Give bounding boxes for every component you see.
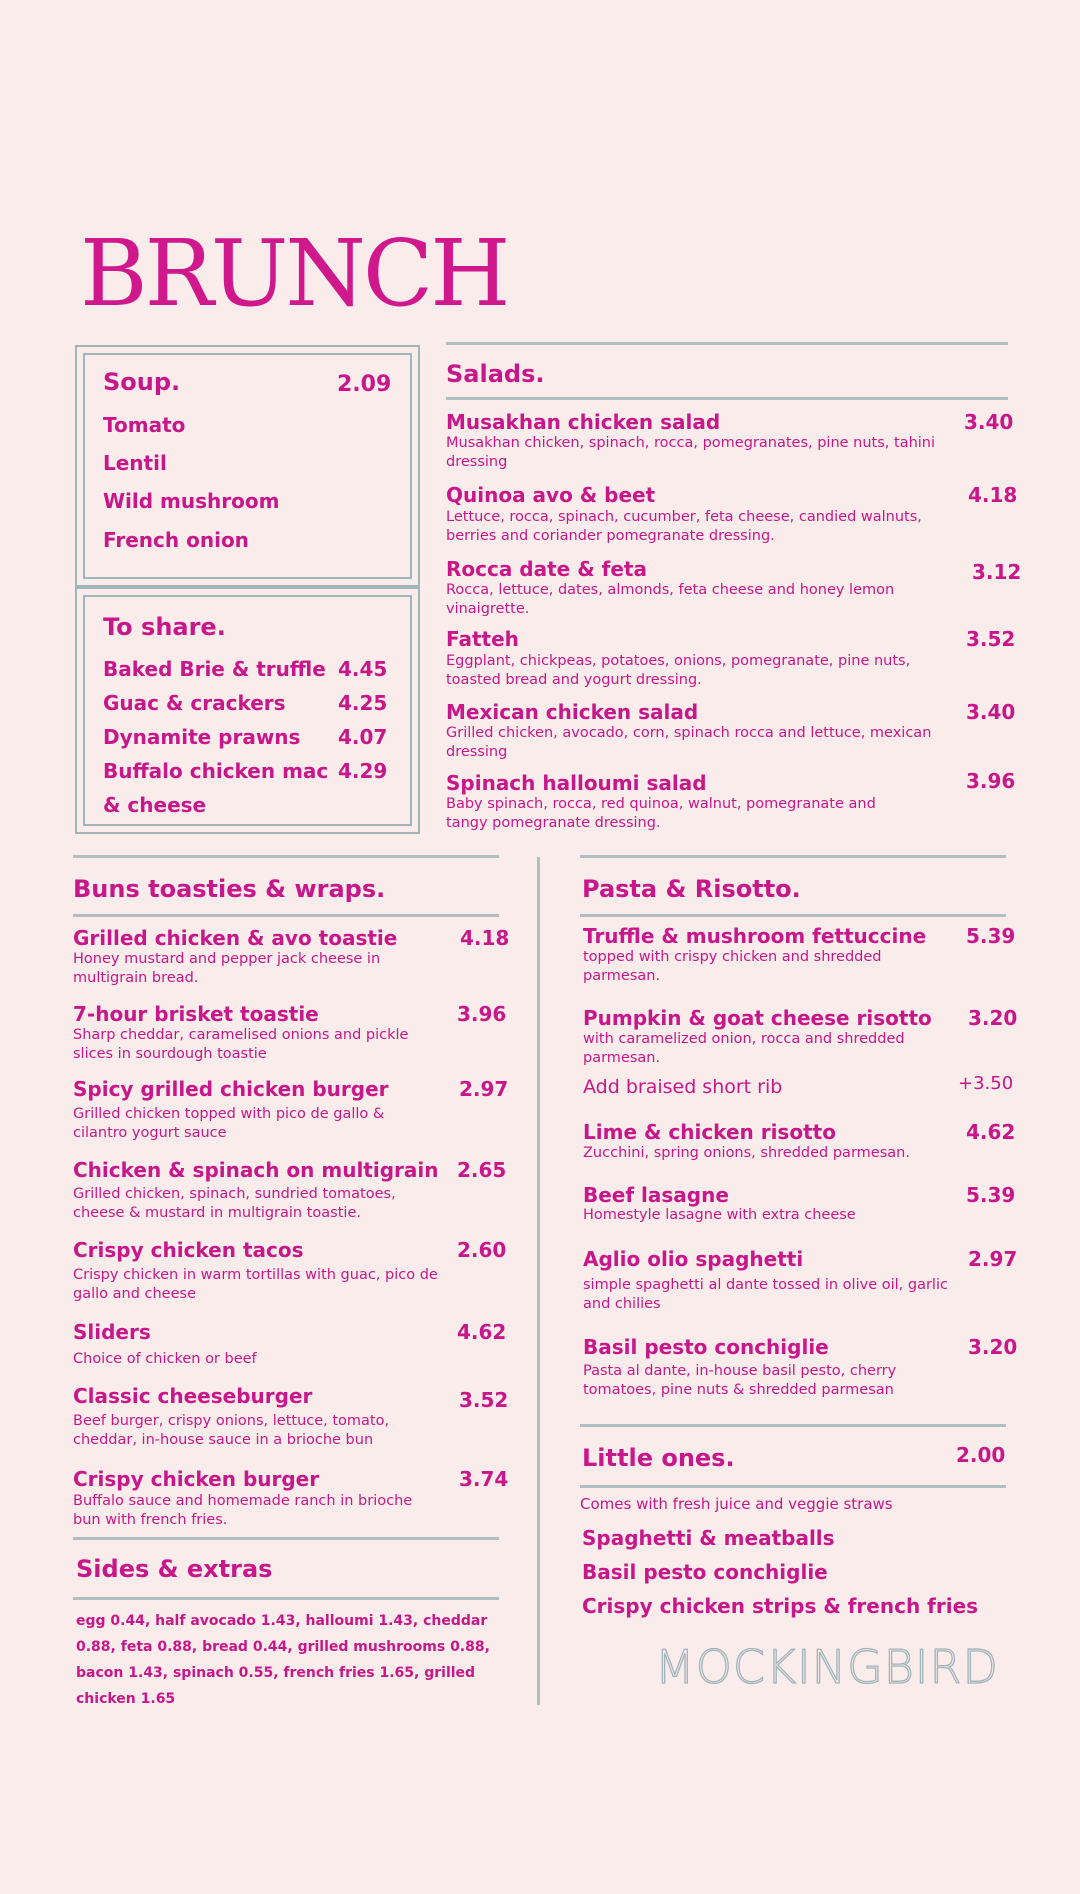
bun-price: 3.96 (457, 1002, 507, 1026)
salad-name: Fatteh (446, 627, 519, 651)
salad-desc: Grilled chicken, avocado, corn, spinach rocca and lettuce, mexican dressing (446, 725, 932, 760)
salad-price: 3.40 (964, 410, 1014, 434)
bun-desc: Honey mustard and pepper jack cheese in multigrain bread. (73, 951, 381, 986)
bun-name: Crispy chicken tacos (73, 1238, 304, 1262)
sides-heading: Sides & extras (76, 1555, 273, 1583)
salad-name: Quinoa avo & beet (446, 483, 656, 507)
little-top-rule (580, 1424, 1006, 1427)
buns-heading: Buns toasties & wraps. (73, 875, 386, 903)
little-item: Basil pesto conchiglie (582, 1560, 828, 1584)
bun-name: Sliders (73, 1320, 151, 1344)
sides-rule (73, 1597, 499, 1600)
little-price: 2.00 (956, 1443, 1006, 1467)
share-item-price: 4.45 (338, 657, 388, 681)
share-item-price: 4.07 (338, 725, 388, 749)
share-item-price: 4.29 (338, 759, 388, 783)
salad-price: 3.96 (966, 769, 1016, 793)
salad-name: Mexican chicken salad (446, 700, 699, 724)
bun-price: 2.60 (457, 1238, 507, 1262)
soup-price: 2.09 (337, 372, 392, 397)
salads-top-rule (446, 342, 1008, 345)
share-item-name: Baked Brie & truffle (103, 657, 326, 681)
pasta-desc: Homestyle lasagne with extra cheese (583, 1207, 856, 1223)
soup-heading: Soup. (103, 368, 181, 396)
pasta-price: 3.20 (968, 1006, 1018, 1030)
pasta-name: Beef lasagne (583, 1183, 729, 1207)
pasta-top-rule (580, 855, 1006, 858)
buns-rule (73, 914, 499, 917)
pasta-name: Truffle & mushroom fettuccine (583, 924, 927, 948)
bun-name: Classic cheeseburger (73, 1384, 313, 1408)
bun-desc: Grilled chicken, spinach, sundried tomatoes, cheese & mustard in multigrain toastie. (73, 1186, 396, 1221)
bun-price: 2.97 (459, 1077, 509, 1101)
buns-top-rule (73, 855, 499, 858)
salad-price: 3.12 (972, 560, 1022, 584)
pasta-name: Aglio olio spaghetti (583, 1247, 804, 1271)
bun-price: 2.65 (457, 1158, 507, 1182)
bun-price: 4.62 (457, 1320, 507, 1344)
bun-price: 3.74 (459, 1467, 509, 1491)
pasta-desc: Zucchini, spring onions, shredded parmesan. (583, 1145, 910, 1161)
bun-name: Spicy grilled chicken burger (73, 1077, 389, 1101)
share-item-continuation: & cheese (103, 793, 207, 817)
bun-name: 7-hour brisket toastie (73, 1002, 319, 1026)
pasta-desc: topped with crispy chicken and shredded parmesan. (583, 949, 882, 984)
pasta-heading: Pasta & Risotto. (582, 875, 801, 903)
little-item: Crispy chicken strips & french fries (582, 1594, 979, 1618)
pasta-rule (580, 914, 1006, 917)
share-item-name: Dynamite prawns (103, 725, 301, 749)
bun-desc: Sharp cheddar, caramelised onions and pickle slices in sourdough toastie (73, 1027, 409, 1062)
pasta-name: Basil pesto conchiglie (583, 1335, 829, 1359)
pasta-price: 3.20 (968, 1335, 1018, 1359)
menu-title: BRUNCH (80, 220, 508, 327)
share-item-name: Guac & crackers (103, 691, 286, 715)
soup-item: Tomato (103, 413, 186, 437)
bun-desc: Choice of chicken or beef (73, 1351, 257, 1367)
pasta-addon-price: +3.50 (958, 1073, 1014, 1094)
bun-name: Grilled chicken & avo toastie (73, 926, 398, 950)
salad-desc: Rocca, lettuce, dates, almonds, feta cheese and honey lemon vinaigrette. (446, 582, 895, 617)
little-rule (580, 1485, 1006, 1488)
salads-heading: Salads. (446, 360, 545, 388)
bun-desc: Grilled chicken topped with pico de gallo & cilantro yogurt sauce (73, 1106, 385, 1141)
little-heading: Little ones. (582, 1444, 735, 1472)
salad-name: Musakhan chicken salad (446, 410, 721, 434)
pasta-name: Lime & chicken risotto (583, 1120, 836, 1144)
pasta-desc: Pasta al dante, in-house basil pesto, cherry tomatoes, pine nuts & shredded parmesan (583, 1363, 897, 1398)
soup-item: Lentil (103, 451, 167, 475)
salad-desc: Eggplant, chickpeas, potatoes, onions, pomegranate, pine nuts, toasted bread and yogurt dressing. (446, 653, 911, 688)
pasta-desc: simple spaghetti al dante tossed in olive oil, garlic and chilies (583, 1277, 948, 1312)
salad-name: Spinach halloumi salad (446, 771, 707, 795)
pasta-desc: with caramelized onion, rocca and shredded parmesan. (583, 1031, 905, 1066)
soup-item: French onion (103, 528, 249, 552)
salad-name: Rocca date & feta (446, 557, 647, 581)
little-item: Spaghetti & meatballs (582, 1526, 835, 1550)
bun-desc: Crispy chicken in warm tortillas with guac, pico de gallo and cheese (73, 1267, 438, 1302)
pasta-name: Pumpkin & goat cheese risotto (583, 1006, 932, 1030)
pasta-price: 5.39 (966, 1183, 1016, 1207)
salad-price: 3.40 (966, 700, 1016, 724)
pasta-price: 5.39 (966, 924, 1016, 948)
sides-text: egg 0.44, half avocado 1.43, halloumi 1.43, cheddar 0.88, feta 0.88, bread 0.44, grilled mushrooms 0.88, bacon 1.43, spinach 0.55, french fries 1.65, grilled chicken 1.65 (76, 1613, 490, 1707)
salad-desc: Baby spinach, rocca, red quinoa, walnut, pomegranate and tangy pomegranate dressing. (446, 796, 876, 831)
pasta-price: 2.97 (968, 1247, 1018, 1271)
bun-desc: Beef burger, crispy onions, lettuce, tomato, cheddar, in-house sauce in a brioche bun (73, 1413, 390, 1448)
share-item-price: 4.25 (338, 691, 388, 715)
share-heading: To share. (103, 613, 226, 641)
salad-desc: Musakhan chicken, spinach, rocca, pomegranates, pine nuts, tahini dressing (446, 435, 936, 470)
column-divider (537, 857, 540, 1705)
salads-rule (446, 397, 1008, 400)
bun-price: 3.52 (459, 1388, 509, 1412)
soup-item: Wild mushroom (103, 489, 280, 513)
salad-price: 3.52 (966, 627, 1016, 651)
mockingbird-logo: MOCKINGBIRD (655, 1640, 999, 1694)
sides-top-rule (73, 1537, 499, 1540)
little-note: Comes with fresh juice and veggie straws (580, 1495, 893, 1513)
pasta-addon-name: Add braised short rib (583, 1076, 783, 1098)
share-item-name: Buffalo chicken mac (103, 759, 329, 783)
bun-price: 4.18 (460, 926, 510, 950)
bun-desc: Buffalo sauce and homemade ranch in brioche bun with french fries. (73, 1493, 413, 1528)
salad-desc: Lettuce, rocca, spinach, cucumber, feta cheese, candied walnuts, berries and coriander pomegranate dressing. (446, 509, 922, 544)
bun-name: Crispy chicken burger (73, 1467, 320, 1491)
salad-price: 4.18 (968, 483, 1018, 507)
pasta-price: 4.62 (966, 1120, 1016, 1144)
bun-name: Chicken & spinach on multigrain (73, 1158, 439, 1182)
